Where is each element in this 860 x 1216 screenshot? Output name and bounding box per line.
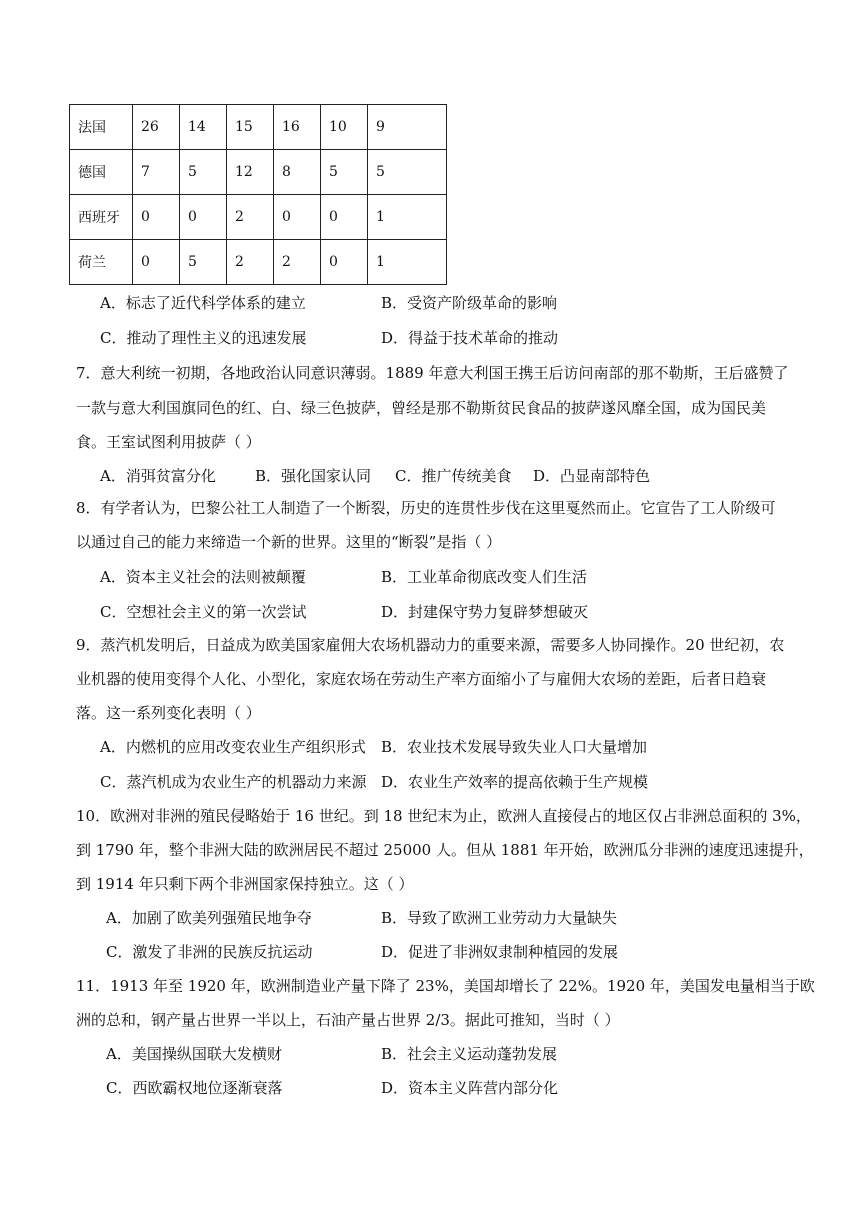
- table-cell: 0: [133, 195, 180, 240]
- table-cell: 2: [227, 195, 274, 240]
- q10-option-c[interactable]: C．激发了非洲的民族反抗运动: [106, 943, 313, 961]
- country-cell: 荷兰: [70, 240, 133, 285]
- q11-option-c[interactable]: C．西欧霸权地位逐渐衰落: [106, 1079, 283, 1097]
- q11-option-a[interactable]: A．美国操纵国联大发横财: [106, 1045, 282, 1063]
- table-cell: 16: [274, 105, 321, 150]
- table-cell: 1: [368, 195, 447, 240]
- country-cell: 西班牙: [70, 195, 133, 240]
- table-row: [70, 105, 447, 150]
- table-cell: 26: [133, 105, 180, 150]
- table-cell: 0: [180, 195, 227, 240]
- q9-option-b[interactable]: B．农业技术发展导致失业人口大量增加: [381, 738, 648, 756]
- table-cell: 2: [227, 240, 274, 285]
- table-cell: 8: [274, 150, 321, 195]
- table-row: [70, 150, 447, 195]
- q9-stem-line-3: 落。这一系列变化表明（ ）: [76, 704, 261, 722]
- table-cell: 0: [274, 195, 321, 240]
- statistics-table: [69, 104, 447, 285]
- q10-stem-line-3: 到 1914 年只剩下两个非洲国家保持独立。这（ ）: [76, 875, 414, 893]
- table-cell: 2: [274, 240, 321, 285]
- q6-option-a[interactable]: A．标志了近代科学体系的建立: [100, 294, 306, 312]
- table-cell: 12: [227, 150, 274, 195]
- table-cell: 10: [321, 105, 368, 150]
- q6-option-c[interactable]: C．推动了理性主义的迅速发展: [100, 329, 307, 347]
- table-cell: 5: [180, 240, 227, 285]
- table-cell: 0: [321, 195, 368, 240]
- table-cell: 5: [368, 150, 447, 195]
- q11-option-d[interactable]: D．资本主义阵营内部分化: [381, 1079, 559, 1097]
- q9-option-a[interactable]: A．内燃机的应用改变农业生产组织形式: [100, 738, 366, 756]
- q11-stem-line-1: 11．1913 年至 1920 年，欧洲制造业产量下降了 23%，美国却增长了 22%。1920 年，美国发电量相当于欧: [76, 977, 815, 995]
- table-row: [70, 240, 447, 285]
- q8-stem-line-2: 以通过自己的能力来缔造一个新的世界。这里的“断裂”是指（ ）: [76, 533, 502, 551]
- table-cell: 15: [227, 105, 274, 150]
- table-cell: 9: [368, 105, 447, 150]
- table-cell: 7: [133, 150, 180, 195]
- q9-stem-line-2: 业机器的使用变得个人化、小型化，家庭农场在劳动生产率方面缩小了与雇佣大农场的差距，后者日趋衰: [76, 670, 767, 688]
- q8-option-c[interactable]: C．空想社会主义的第一次尝试: [100, 603, 307, 621]
- table-cell: 14: [180, 105, 227, 150]
- q8-option-a[interactable]: A．资本主义社会的法则被颠覆: [100, 568, 306, 586]
- q11-stem-line-2: 洲的总和，钢产量占世界一半以上，石油产量占世界 2/3。据此可推知，当时（ ）: [76, 1011, 620, 1029]
- q7-stem-line-3: 食。王室试图利用披萨（ ）: [76, 433, 261, 451]
- q11-option-b[interactable]: B．社会主义运动蓬勃发展: [381, 1045, 558, 1063]
- q10-option-a[interactable]: A．加剧了欧美列强殖民地争夺: [106, 909, 312, 927]
- table-row: [70, 195, 447, 240]
- q8-option-d[interactable]: D．封建保守势力复辟梦想破灭: [381, 603, 589, 621]
- q6-option-d[interactable]: D．得益于技术革命的推动: [381, 329, 559, 347]
- q7-option-b[interactable]: B．强化国家认同: [255, 467, 372, 485]
- country-cell: 法国: [70, 105, 133, 150]
- q8-option-b[interactable]: B．工业革命彻底改变人们生活: [381, 568, 588, 586]
- country-cell: 德国: [70, 150, 133, 195]
- q9-option-d[interactable]: D．农业生产效率的提高依赖于生产规模: [381, 773, 649, 791]
- table-cell: 5: [321, 150, 368, 195]
- q7-stem-line-2: 一款与意大利国旗同色的红、白、绿三色披萨，曾经是那不勒斯贫民食品的披萨遂风靡全国，成为国民美: [76, 399, 767, 417]
- q10-stem-line-1: 10．欧洲对非洲的殖民侵略始于 16 世纪。到 18 世纪末为止，欧洲人直接侵占的地区仅占非洲总面积的 3%，: [76, 807, 811, 825]
- q7-option-a[interactable]: A．消弭贫富分化: [100, 467, 216, 485]
- q10-stem-line-2: 到 1790 年，整个非洲大陆的欧洲居民不超过 25000 人。但从 1881 年开始，欧洲瓜分非洲的速度迅速提升，: [76, 841, 814, 859]
- table-cell: 0: [133, 240, 180, 285]
- q8-stem-line-1: 8．有学者认为，巴黎公社工人制造了一个断裂，历史的连贯性步伐在这里戛然而止。它宣告了工人阶级可: [76, 499, 776, 517]
- q9-stem-line-1: 9．蒸汽机发明后，日益成为欧美国家雇佣大农场机器动力的重要来源，需要多人协同操作。20 世纪初，农: [76, 636, 785, 654]
- q9-option-c[interactable]: C．蒸汽机成为农业生产的机器动力来源: [100, 773, 367, 791]
- q6-option-b[interactable]: B．受资产阶级革命的影响: [381, 294, 558, 312]
- q7-option-c[interactable]: C．推广传统美食: [395, 467, 512, 485]
- q10-option-b[interactable]: B．导致了欧洲工业劳动力大量缺失: [381, 909, 618, 927]
- table-cell: 1: [368, 240, 447, 285]
- table-cell: 5: [180, 150, 227, 195]
- q7-stem-line-1: 7．意大利统一初期，各地政治认同意识薄弱。1889 年意大利国王携王后访问南部的那不勒斯，王后盛赞了: [76, 364, 789, 382]
- table-cell: 0: [321, 240, 368, 285]
- q7-option-d[interactable]: D．凸显南部特色: [533, 467, 651, 485]
- q10-option-d[interactable]: D．促进了非洲奴隶制种植园的发展: [381, 943, 619, 961]
